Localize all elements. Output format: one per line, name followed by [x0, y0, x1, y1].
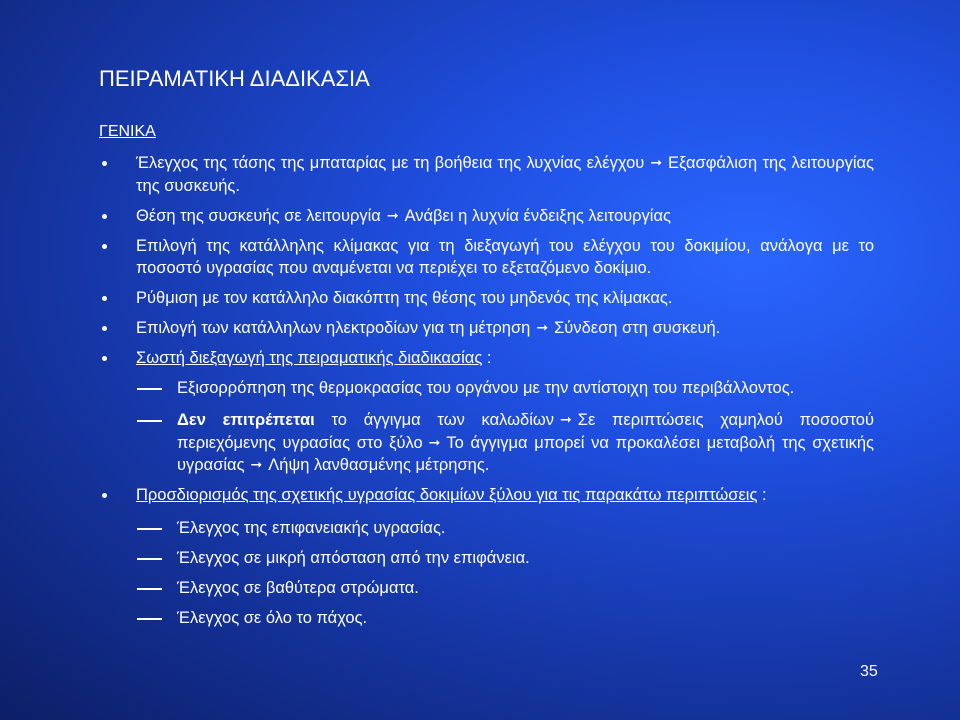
sub-item-text: Εξισορρόπηση της θερμοκρασίας του οργάνου με την αντίστοιχη του περιβάλλοντος. [177, 378, 795, 397]
sub-item-text: Έλεγχος σε όλο το πάχος. [177, 608, 368, 627]
dash-marker [137, 618, 162, 620]
bullet-electrodes [99, 317, 874, 340]
bullet-text: Εξασφάλιση της λειτουργίας της συσκευής. [136, 154, 874, 195]
bullet-cases [99, 484, 874, 507]
dash-marker [137, 528, 162, 530]
bullet-text: Έλεγχος της τάσης της μπαταρίας με τη βοήθεια της λυχνίας ελέγχου [136, 154, 645, 172]
bullet-text: Επιλογή των κατάλληλων ηλεκτροδίων για τη μέτρηση [136, 319, 531, 337]
right-arrow-icon: ➞ [650, 155, 663, 171]
dash-marker [137, 588, 162, 590]
sub-item-case [99, 547, 874, 570]
bullet-text: Ανάβει η λυχνία ένδειξης λειτουργίας [404, 206, 671, 225]
slide-content [99, 152, 874, 629]
bullet-scale-selection [99, 235, 874, 280]
section-heading: ΓΕΝΙΚΑ [99, 123, 156, 140]
bullet-text: : [757, 486, 767, 504]
right-arrow-icon: ➞ [428, 434, 441, 451]
bullet-text: Ρύθμιση με τον κατάλληλο διακόπτη της θέσης του μηδενός της κλίμακας. [136, 289, 673, 307]
right-arrow-icon: ➞ [386, 207, 399, 224]
bullet-text: Προσδιορισμός της σχετικής υγρασίας δοκιμίων ξύλου για τις παρακάτω περιπτώσεις [136, 486, 758, 504]
sub-item-text: Έλεγχος της επιφανειακής υγρασίας. [177, 518, 446, 537]
bullet-zero-adjust [99, 287, 874, 310]
sub-item-temperature [99, 377, 874, 400]
sub-item-text: Έλεγχος σε μικρή απόσταση από την επιφάνεια. [177, 548, 530, 567]
bullet-text: Επιλογή της κατάλληλης κλίμακας για τη διεξαγωγή του ελέγχου του δοκιμίου, ανάλογα με το ποσοστό υγρασίας που αναμένεται να περιέχει το εξεταζόμενο δοκίμιο. [136, 236, 874, 277]
right-arrow-icon: ➞ [250, 457, 263, 473]
bullet-text: Σύνδεση στη συσκευή. [554, 319, 721, 337]
sub-item-case [99, 517, 874, 540]
slide-title: ΠΕΙΡΑΜΑΤΙΚΗ ΔΙΑΔΙΚΑΣΙΑ [99, 66, 370, 91]
bullet-correct-procedure [99, 347, 874, 370]
sub-item-case [99, 577, 874, 600]
bullet-power-on [99, 205, 874, 228]
sub-item-no-touch [99, 409, 874, 477]
bullet-text: Θέση της συσκευής σε λειτουργία [136, 206, 381, 225]
page-number: 35 [860, 663, 878, 680]
sub-item-text: Έλεγχος σε βαθύτερα στρώματα. [177, 578, 419, 597]
sub-item-text: Το άγγιγμα μπορεί να προκαλέσει μεταβολή της σχετικής υγρασίας [177, 433, 874, 474]
bullet-text: : [482, 349, 492, 367]
dash-marker [137, 388, 162, 390]
sub-item-text: το άγγιγμα των καλωδίων [331, 411, 555, 429]
dash-marker [137, 420, 162, 422]
sub-item-text: Λήψη λανθασμένης μέτρησης. [268, 456, 490, 474]
sub-item-case [99, 607, 874, 630]
bullet-battery-check [99, 152, 874, 197]
right-arrow-icon: ➞ [560, 412, 572, 428]
sub-item-text: Σε περιπτώσεις χαμηλού ποσοστού περιεχόμενης υγρασίας στο ξύλο [177, 411, 874, 452]
dash-marker [137, 558, 162, 560]
sub-item-text: Δεν επιτρέπεται [177, 411, 315, 429]
right-arrow-icon: ➞ [536, 320, 549, 336]
bullet-text: Σωστή διεξαγωγή της πειραματικής διαδικασίας [136, 349, 483, 367]
